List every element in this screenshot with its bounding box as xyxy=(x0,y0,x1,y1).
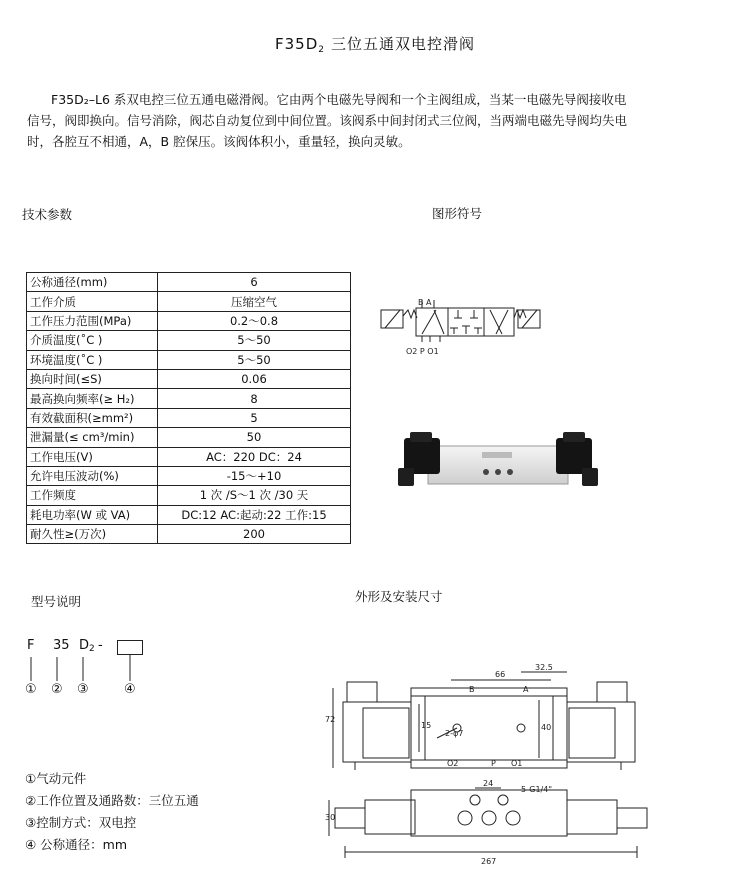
model-marker-1: ① xyxy=(25,682,37,697)
dim-66: 66 xyxy=(495,670,506,679)
dim-40: 40 xyxy=(541,723,552,732)
dim-port-a: A xyxy=(523,685,529,694)
model-code-35: 35 xyxy=(53,638,70,653)
param-value: 1 次 /S～1 次 /30 天 xyxy=(158,486,351,505)
model-code-dash: - xyxy=(98,638,103,653)
dim-30: 30 xyxy=(325,813,336,822)
params-table xyxy=(26,272,351,544)
legend-item: ①气动元件 xyxy=(25,771,87,786)
param-value: AC：220 DC：24 xyxy=(158,447,351,466)
param-label: 允许电压波动(%) xyxy=(27,466,158,485)
dimension-drawing xyxy=(325,660,655,885)
legend-item: ④ 公称通径：mm xyxy=(25,837,128,852)
table-row xyxy=(27,486,351,505)
intro-line-3: 时，各腔互不相通，A，B 腔保压。该阀体积小，重量轻，换向灵敏。 xyxy=(27,134,411,149)
valve-photo xyxy=(398,430,598,505)
table-row xyxy=(27,311,351,330)
model-code-d: D xyxy=(79,638,90,653)
intro-line-2: 信号，阀即换向。信号消除，阀芯自动复位到中间位置。该阀系中间封闭式三位阀，当两端电磁先导阀均失电 xyxy=(27,113,628,128)
section-symbol: 图形符号 xyxy=(432,206,483,221)
param-value: 0.2～0.8 xyxy=(158,311,351,330)
table-row xyxy=(27,292,351,311)
table-row xyxy=(27,525,351,544)
symbol-ports-top: B A xyxy=(418,298,432,307)
dim-267: 267 xyxy=(481,857,497,866)
param-value: 50 xyxy=(158,428,351,447)
dim-port-p: P xyxy=(491,759,496,768)
model-code-box xyxy=(117,640,143,655)
table-row xyxy=(27,428,351,447)
legend-item: ③控制方式：双电控 xyxy=(25,815,137,830)
table-row xyxy=(27,408,351,427)
dim-32-5: 32.5 xyxy=(535,663,553,672)
section-dimensions: 外形及安装尺寸 xyxy=(355,589,443,604)
table-row xyxy=(27,389,351,408)
page-title: $F35D_2$ 三位五通双电控滑阀 xyxy=(274,35,475,55)
param-value: DC:12 AC:起动:22 工作:15 xyxy=(158,505,351,524)
model-code-f: F xyxy=(27,638,35,653)
table-row xyxy=(27,466,351,485)
section-tech-params: 技术参数 xyxy=(22,207,73,222)
intro-line-1: F35D₂–L6 系双电控三位五通电磁滑阀。它由两个电磁先导阀和一个主阀组成，当某一电磁先导阀接收电 xyxy=(51,92,627,107)
dim-port-b: B xyxy=(469,685,475,694)
intro-paragraph xyxy=(27,89,727,152)
param-value: 5 xyxy=(158,408,351,427)
dim-5-g: 5-G1/4" xyxy=(521,785,553,794)
table-row xyxy=(27,273,351,292)
symbol-ports-bottom: O2 P O1 xyxy=(406,347,439,356)
table-row xyxy=(27,505,351,524)
table-row xyxy=(27,447,351,466)
dim-port-o1: O1 xyxy=(511,759,523,768)
param-value: 压缩空气 xyxy=(158,292,351,311)
dim-72: 72 xyxy=(325,715,336,724)
param-label: 工作压力范围(MPa) xyxy=(27,311,158,330)
param-value: 200 xyxy=(158,525,351,544)
param-value: 5～50 xyxy=(158,350,351,369)
param-label: 泄漏量(≤ cm³/min) xyxy=(27,428,158,447)
param-value: 5～50 xyxy=(158,331,351,350)
param-label: 有效截面积(≥mm²) xyxy=(27,408,158,427)
table-row xyxy=(27,350,351,369)
param-label: 耗电功率(W 或 VA) xyxy=(27,505,158,524)
dim-24: 24 xyxy=(483,779,494,788)
param-label: 换向时间(≤S) xyxy=(27,369,158,388)
param-label: 耐久性≥(万次) xyxy=(27,525,158,544)
param-label: 环境温度(˚C ) xyxy=(27,350,158,369)
dim-2-phi7: 2-φ7 xyxy=(445,729,464,738)
param-label: 工作频度 xyxy=(27,486,158,505)
model-code-d-sub: 2 xyxy=(89,644,95,654)
table-row xyxy=(27,331,351,350)
dim-port-o2: O2 xyxy=(447,759,459,768)
param-value: 0.06 xyxy=(158,369,351,388)
param-value: 8 xyxy=(158,389,351,408)
model-legend xyxy=(25,768,199,856)
model-marker-2: ② xyxy=(51,682,63,697)
param-value: 6 xyxy=(158,273,351,292)
param-label: 工作电压(V) xyxy=(27,447,158,466)
section-model: 型号说明 xyxy=(31,594,82,609)
param-value: -15～+10 xyxy=(158,466,351,485)
table-row xyxy=(27,369,351,388)
param-label: 公称通径(mm) xyxy=(27,273,158,292)
param-label: 介质温度(˚C ) xyxy=(27,331,158,350)
dim-15: 15 xyxy=(421,721,432,730)
param-label: 最高换向频率(≥ H₂) xyxy=(27,389,158,408)
model-marker-4: ④ xyxy=(124,682,136,697)
param-label: 工作介质 xyxy=(27,292,158,311)
model-marker-3: ③ xyxy=(77,682,89,697)
legend-item: ②工作位置及通路数：三位五通 xyxy=(25,793,199,808)
valve-symbol-diagram xyxy=(378,296,543,358)
